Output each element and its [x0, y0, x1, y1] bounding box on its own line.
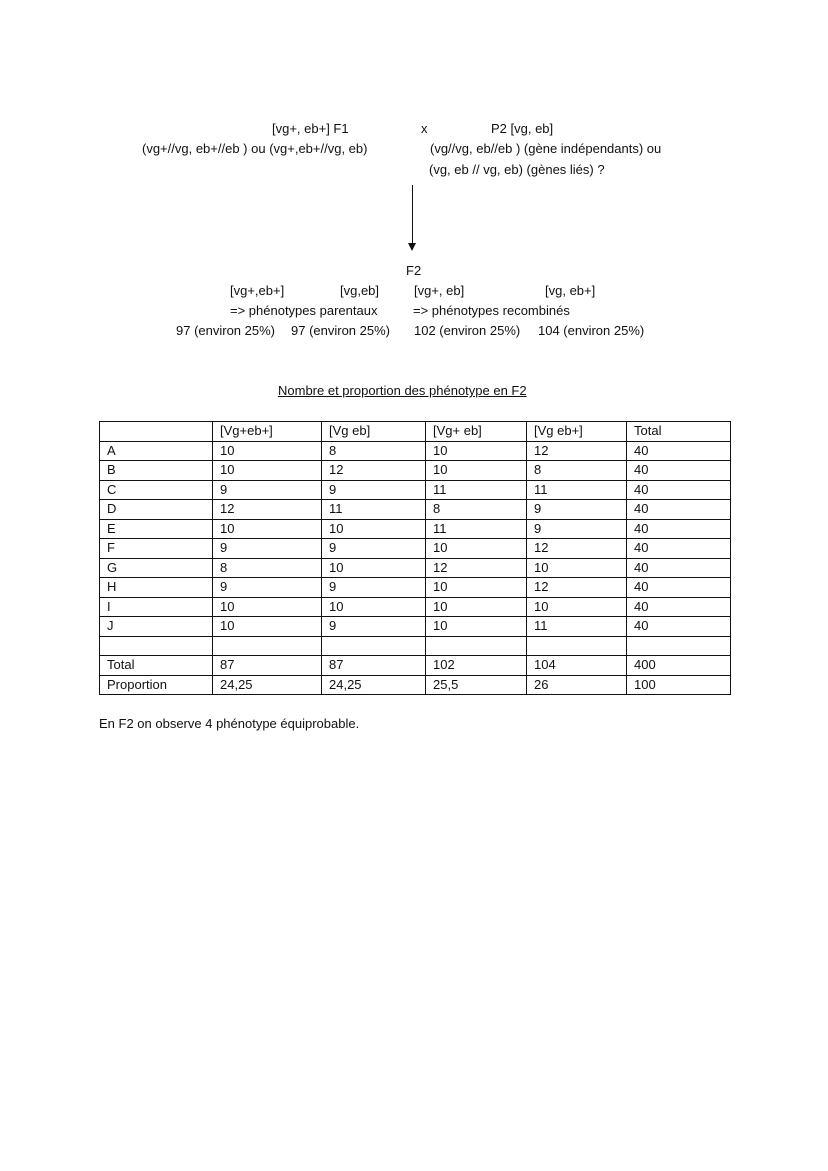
- arrow-down-icon: [408, 243, 416, 251]
- cell-vgplus-eb: 102: [426, 656, 527, 676]
- cell-vgplus-ebplus: 9: [213, 480, 322, 500]
- cell-vgplus-eb: 11: [426, 480, 527, 500]
- cell-vg-eb: 24,25: [322, 675, 426, 695]
- cell-vgplus-ebplus: [Vg+eb+]: [213, 422, 322, 442]
- cell-row-label: G: [100, 558, 213, 578]
- f2-phenotype-vgplus-ebplus: [vg+,eb+]: [230, 283, 285, 298]
- table-row: [100, 558, 731, 578]
- cell-vgplus-ebplus: [213, 636, 322, 656]
- cell-vgplus-ebplus: 12: [213, 500, 322, 520]
- f1-genotypes: (vg+//vg, eb+//eb ) ou (vg+,eb+//vg, eb): [142, 141, 368, 156]
- cross-symbol: x: [421, 121, 428, 136]
- conclusion-text: En F2 on observe 4 phénotype équiprobable.: [99, 716, 360, 731]
- cell-vg-ebplus: 10: [527, 597, 627, 617]
- cell-total: Total: [627, 422, 731, 442]
- cell-vg-ebplus: 8: [527, 461, 627, 481]
- cell-vg-ebplus: 12: [527, 441, 627, 461]
- table-row: [100, 480, 731, 500]
- cell-row-label: F: [100, 539, 213, 559]
- cell-total: 40: [627, 578, 731, 598]
- cell-vg-ebplus: 12: [527, 578, 627, 598]
- recombined-phenotypes-note: => phénotypes recombinés: [413, 303, 570, 318]
- cell-vg-eb: 9: [322, 539, 426, 559]
- cell-vgplus-ebplus: 8: [213, 558, 322, 578]
- cell-vgplus-eb: [426, 636, 527, 656]
- f2-count-3: 102 (environ 25%): [414, 323, 521, 338]
- cell-vgplus-eb: [Vg+ eb]: [426, 422, 527, 442]
- cell-vgplus-ebplus: 9: [213, 578, 322, 598]
- table-row: [100, 500, 731, 520]
- cell-vg-eb: 10: [322, 519, 426, 539]
- p2-phenotype-label: P2 [vg, eb]: [491, 121, 554, 136]
- cell-row-label: B: [100, 461, 213, 481]
- cell-total: 40: [627, 480, 731, 500]
- cell-vg-eb: 11: [322, 500, 426, 520]
- parental-phenotypes-note: => phénotypes parentaux: [230, 303, 378, 318]
- f2-count-2: 97 (environ 25%): [291, 323, 390, 338]
- cell-vgplus-ebplus: 10: [213, 441, 322, 461]
- table-row: [100, 539, 731, 559]
- cell-total: 40: [627, 597, 731, 617]
- table-row: [100, 578, 731, 598]
- table-row: [100, 675, 731, 695]
- f2-phenotype-vg-ebplus: [vg, eb+]: [545, 283, 596, 298]
- cell-vgplus-eb: 10: [426, 578, 527, 598]
- cell-vg-eb: [Vg eb]: [322, 422, 426, 442]
- cell-vgplus-eb: 11: [426, 519, 527, 539]
- table-row: [100, 617, 731, 637]
- table-row: [100, 461, 731, 481]
- cell-vg-ebplus: 12: [527, 539, 627, 559]
- table-caption: Nombre et proportion des phénotype en F2: [278, 383, 527, 398]
- cell-vg-ebplus: 11: [527, 617, 627, 637]
- cell-vg-ebplus: 10: [527, 558, 627, 578]
- f1-phenotype-label: [vg+, eb+] F1: [272, 121, 349, 136]
- f2-count-4: 104 (environ 25%): [538, 323, 645, 338]
- cell-vgplus-ebplus: 10: [213, 597, 322, 617]
- cell-vgplus-eb: 25,5: [426, 675, 527, 695]
- cell-total: 40: [627, 500, 731, 520]
- cell-total: 40: [627, 441, 731, 461]
- f2-count-1: 97 (environ 25%): [176, 323, 275, 338]
- cell-vgplus-ebplus: 10: [213, 519, 322, 539]
- cell-row-label: [100, 422, 213, 442]
- f2-phenotype-vgplus-eb: [vg+, eb]: [414, 283, 465, 298]
- cell-vgplus-eb: 10: [426, 461, 527, 481]
- cell-vg-ebplus: 9: [527, 519, 627, 539]
- table-header-row: [100, 422, 731, 442]
- cell-vgplus-eb: 10: [426, 617, 527, 637]
- cell-vg-eb: [322, 636, 426, 656]
- cell-row-label: Total: [100, 656, 213, 676]
- cell-vgplus-ebplus: 24,25: [213, 675, 322, 695]
- cell-vgplus-eb: 12: [426, 558, 527, 578]
- f2-phenotype-table: [99, 421, 731, 695]
- cell-vg-ebplus: [527, 636, 627, 656]
- cell-total: 40: [627, 519, 731, 539]
- cell-vgplus-eb: 10: [426, 441, 527, 461]
- cell-vgplus-eb: 10: [426, 597, 527, 617]
- f2-phenotype-vg-eb: [vg,eb]: [340, 283, 380, 298]
- table-row: [100, 597, 731, 617]
- cell-vg-eb: 87: [322, 656, 426, 676]
- cell-row-label: H: [100, 578, 213, 598]
- cell-vg-ebplus: 104: [527, 656, 627, 676]
- cell-vg-eb: 10: [322, 597, 426, 617]
- cell-vg-eb: 8: [322, 441, 426, 461]
- f2-label: F2: [406, 263, 422, 278]
- cell-total: 40: [627, 539, 731, 559]
- cell-row-label: D: [100, 500, 213, 520]
- cell-row-label: C: [100, 480, 213, 500]
- cell-total: 400: [627, 656, 731, 676]
- cell-total: 40: [627, 558, 731, 578]
- cell-total: 40: [627, 461, 731, 481]
- table-row: [100, 519, 731, 539]
- cell-total: 100: [627, 675, 731, 695]
- table-row: [100, 636, 731, 656]
- cell-vgplus-ebplus: 10: [213, 617, 322, 637]
- cross-arrow-line: [412, 185, 413, 245]
- cell-vgplus-eb: 10: [426, 539, 527, 559]
- cell-row-label: A: [100, 441, 213, 461]
- cell-row-label: Proportion: [100, 675, 213, 695]
- cell-vg-ebplus: [Vg eb+]: [527, 422, 627, 442]
- cell-vg-eb: 9: [322, 480, 426, 500]
- cell-vg-ebplus: 9: [527, 500, 627, 520]
- p2-genotype-linked: (vg, eb // vg, eb) (gènes liés) ?: [429, 162, 605, 177]
- cell-vg-eb: 10: [322, 558, 426, 578]
- cell-vg-ebplus: 11: [527, 480, 627, 500]
- table-row: [100, 441, 731, 461]
- cell-row-label: E: [100, 519, 213, 539]
- table-row: [100, 656, 731, 676]
- cell-vg-eb: 12: [322, 461, 426, 481]
- cell-vgplus-ebplus: 9: [213, 539, 322, 559]
- cell-vg-eb: 9: [322, 617, 426, 637]
- cell-vgplus-eb: 8: [426, 500, 527, 520]
- cell-row-label: [100, 636, 213, 656]
- cell-vgplus-ebplus: 87: [213, 656, 322, 676]
- cell-row-label: I: [100, 597, 213, 617]
- cell-row-label: J: [100, 617, 213, 637]
- cell-total: [627, 636, 731, 656]
- cell-vg-ebplus: 26: [527, 675, 627, 695]
- cell-vg-eb: 9: [322, 578, 426, 598]
- cell-total: 40: [627, 617, 731, 637]
- cell-vgplus-ebplus: 10: [213, 461, 322, 481]
- p2-genotype-independent: (vg//vg, eb//eb ) (gène indépendants) ou: [430, 141, 662, 156]
